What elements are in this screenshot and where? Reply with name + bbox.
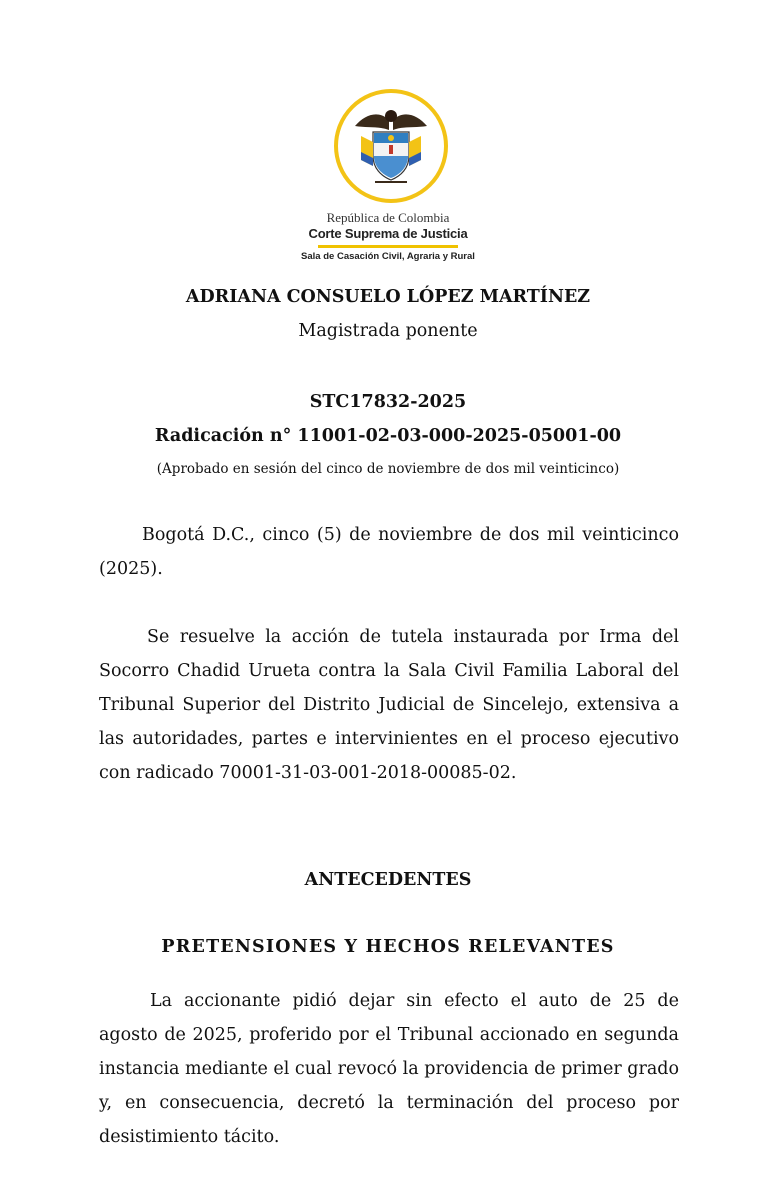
intro-paragraph: Se resuelve la acción de tutela instaurada por Irma del Socorro Chadid Urueta contra la Sala Civil Familia Laboral del Tribunal Superior del Distrito Judicial de Sincelejo, extensiva a las autoridades, partes e intervinientes en el proceso ejecutivo con radicado 70001-31-03-001-2018-00085-02. xyxy=(99,627,679,783)
section-heading-antecedentes: ANTECEDENTES xyxy=(304,870,472,890)
republica-label: República de Colombia xyxy=(326,210,450,225)
pretensiones-paragraph: La accionante pidió dejar sin efecto el auto de 25 de agosto de 2025, proferido por el Tribunal accionado en segunda instancia mediante el cual revocó la providencia de primer grado y, en consecuencia, decretó la terminación del proceso por desistimiento tácito. xyxy=(99,991,679,1147)
magistrada-role: Magistrada ponente xyxy=(298,321,478,341)
letterhead-divider xyxy=(318,245,458,248)
magistrada-name: ADRIANA CONSUELO LÓPEZ MARTÍNEZ xyxy=(185,287,591,307)
case-number: STC17832-2025 xyxy=(309,392,467,412)
section-heading-pretensiones: PRETENSIONES Y HECHOS RELEVANTES xyxy=(161,937,615,957)
sala-name: Sala de Casación Civil, Agraria y Rural xyxy=(301,251,475,262)
approval-note: (Aprobado en sesión del cinco de noviembre de dos mil veinticinco) xyxy=(156,461,620,477)
court-seal xyxy=(331,86,451,206)
radicacion-number: Radicación n° 11001-02-03-000-2025-05001-00 xyxy=(154,426,622,446)
colombia-coat-of-arms-seal-icon xyxy=(331,86,451,206)
date-paragraph: Bogotá D.C., cinco (5) de noviembre de dos mil veinticinco (2025). xyxy=(99,525,679,579)
court-name: Corte Suprema de Justicia xyxy=(308,226,468,241)
